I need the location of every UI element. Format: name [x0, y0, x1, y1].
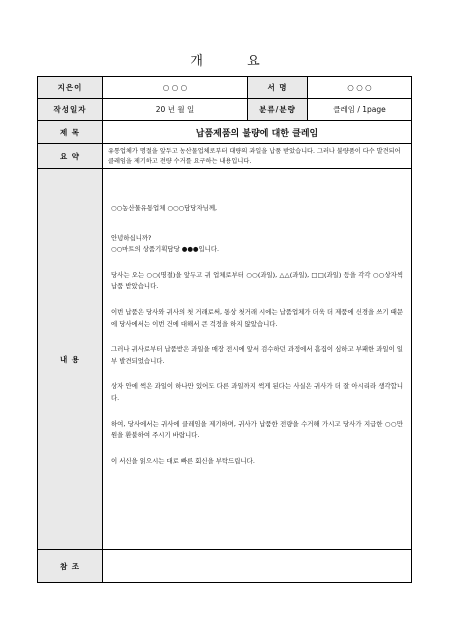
- date-label: 작성일자: [38, 99, 103, 120]
- content-paragraph: 하여, 당사에서는 귀사에 클레임을 제기하며, 귀사가 납품한 전량을 수거해 가시고 당사가 지급한 ○○만원을 환불하여 주시기 바랍니다.: [111, 419, 403, 440]
- reference-label: 참 조: [38, 550, 103, 582]
- content-paragraph: ○○마트의 상품기획담당 ●●●입니다.: [111, 245, 220, 254]
- category-value: 클레임 / 1page: [333, 105, 386, 114]
- content-row: [38, 169, 411, 550]
- date-row: [38, 99, 411, 121]
- document-table: [37, 76, 412, 583]
- summary-value: 유통업체가 명절을 앞두고 농산물업체로부터 대량의 과일을 납품 받았습니다. 그러나 불량품이 다수 발견되어 클레임을 제기하고 전량 수거를 요구하는 내용입니다.: [108, 148, 401, 165]
- content-paragraph: 상자 안에 썩은 과일이 하나만 있어도 다른 과일까지 썩게 된다는 사실은 귀사가 더 잘 아시리라 생각합니다.: [111, 382, 403, 402]
- content-paragraph: 이번 납품은 당사와 귀사의 첫 거래로써, 통상 첫거래 시에는 납품업체가 더욱 더 제품에 신경을 쓰기 때문에 당사에서는 이번 건에 대해서 큰 걱정을 하지 않았습니다.: [111, 307, 403, 328]
- content-paragraph: 그러나 귀사로부터 납품받은 과일을 매장 전시에 앞서 검수하던 과정에서 흠집이 심하고 부패한 과일이 일부 발견되었습니다.: [111, 345, 403, 365]
- content-paragraph: ○○농산물유통업체 ○○○담당자님께,: [111, 204, 218, 212]
- category-label: 분류/분량: [248, 99, 308, 120]
- subject-value: 납품제품의 불량에 대한 클레임: [195, 128, 319, 139]
- summary-label: 요 약: [38, 144, 103, 168]
- name-value: ○ ○ ○: [347, 83, 372, 92]
- reference-row: [38, 550, 411, 582]
- document-title: 개 요: [190, 54, 280, 69]
- content-paragraph: 이 서신을 읽으시는 대로 빠른 회신을 부탁드립니다.: [111, 456, 255, 465]
- summary-row: [38, 144, 411, 169]
- author-row: [38, 77, 411, 99]
- author-label: 지은이: [38, 77, 103, 98]
- date-value: 20 년 월 일: [103, 99, 248, 120]
- content-label: 내 용: [38, 169, 103, 549]
- subject-label: 제 목: [38, 121, 103, 143]
- author-value: ○ ○ ○: [103, 77, 248, 98]
- name-label: 서 명: [248, 77, 308, 98]
- content-paragraph: 안녕하십니까?: [111, 233, 152, 242]
- content-paragraph: 당사는 오는 ○○(명절)을 앞두고 귀 업체로부터 ○○(과일), △△(과일), □□(과일) 등을 각각 ○○상자씩 납품 받았습니다.: [111, 270, 403, 291]
- reference-value: [103, 550, 411, 582]
- content-body: [103, 169, 411, 549]
- subject-row: [38, 121, 411, 144]
